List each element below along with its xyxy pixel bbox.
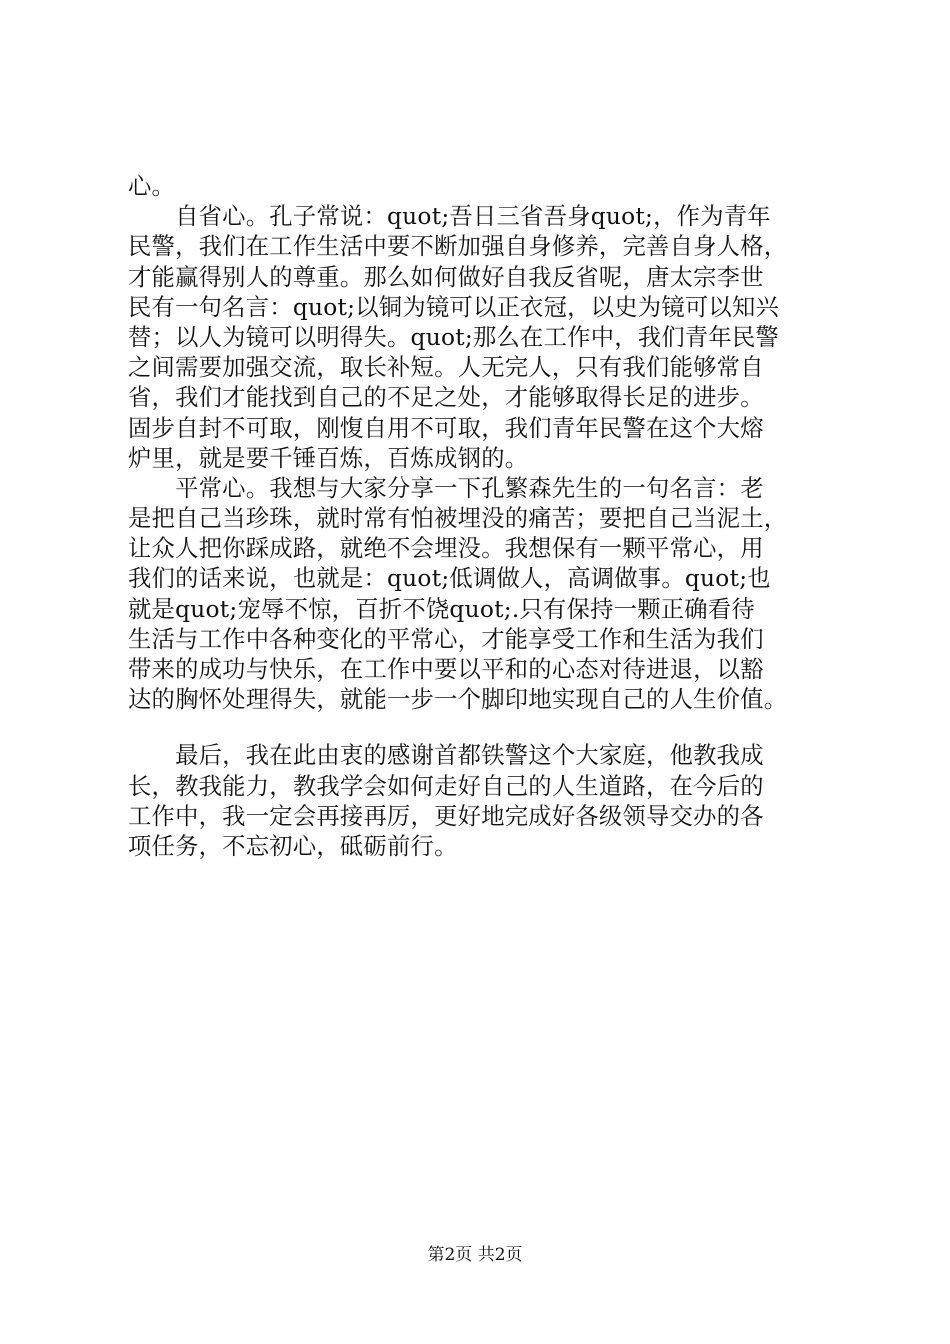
text-line: 生活与工作中各种变化的平常心，才能享受工作和生活为我们 — [128, 625, 764, 653]
text-line: 项任务，不忘初心，砥砺前行。 — [128, 832, 458, 860]
text-line: 就是quot;宠辱不惊，百折不饶quot;.只有保持一颗正确看待 — [128, 595, 755, 623]
text-line: 省，我们才能找到自己的不足之处，才能够取得长足的进步。 — [128, 384, 764, 412]
text-line: 民有一句名言：quot;以铜为镜可以正衣冠，以史为镜可以知兴 — [128, 293, 780, 321]
paragraph-gap — [128, 715, 840, 741]
text-line: 达的胸怀处理得失，就能一步一个脚印地实现自己的人生价值。 — [128, 686, 788, 714]
text-line: 让众人把你踩成路，就绝不会埋没。我想保有一颗平常心，用 — [128, 535, 764, 563]
text-line: 心。 — [128, 173, 176, 200]
text-line: 平常心。我想与大家分享一下孔繁森先生的一句名言：老 — [128, 474, 764, 502]
text-line: 自省心。孔子常说：quot;吾日三省吾身quot;，作为青年 — [128, 203, 771, 231]
text-line: 长，教我能力，教我学会如何走好自己的人生道路，在今后的 — [128, 772, 764, 800]
page-number-footer: 第2页 共2页 — [427, 1245, 523, 1265]
text-line: 工作中，我一定会再接再厉，更好地完成好各级领导交办的各 — [128, 802, 764, 830]
text-line: 民警，我们在工作生活中要不断加强自身修养，完善自身人格， — [128, 233, 788, 261]
text-line: 固步自封不可取，刚愎自用不可取，我们青年民警在这个大熔 — [128, 414, 764, 442]
text-line: 我们的话来说，也就是：quot;低调做人，高调做事。quot;也 — [128, 565, 771, 593]
text-line: 带来的成功与快乐，在工作中要以平和的心态对待进退，以豁 — [128, 656, 764, 683]
text-line: 之间需要加强交流，取长补短。人无完人，只有我们能够常自 — [128, 354, 764, 382]
text-line: 最后，我在此由衷的感谢首都铁警这个大家庭，他教我成 — [128, 742, 764, 770]
text-line: 炉里，就是要千锤百炼，百炼成钢的。 — [128, 444, 529, 472]
text-line: 替；以人为镜可以明得失。quot;那么在工作中，我们青年民警 — [128, 323, 780, 351]
document-body — [128, 172, 840, 862]
text-line: 是把自己当珍珠，就时常有怕被埋没的痛苦；要把自己当泥土， — [128, 505, 788, 533]
text-line: 才能赢得别人的尊重。那么如何做好自我反省呢，唐太宗李世 — [128, 263, 764, 291]
